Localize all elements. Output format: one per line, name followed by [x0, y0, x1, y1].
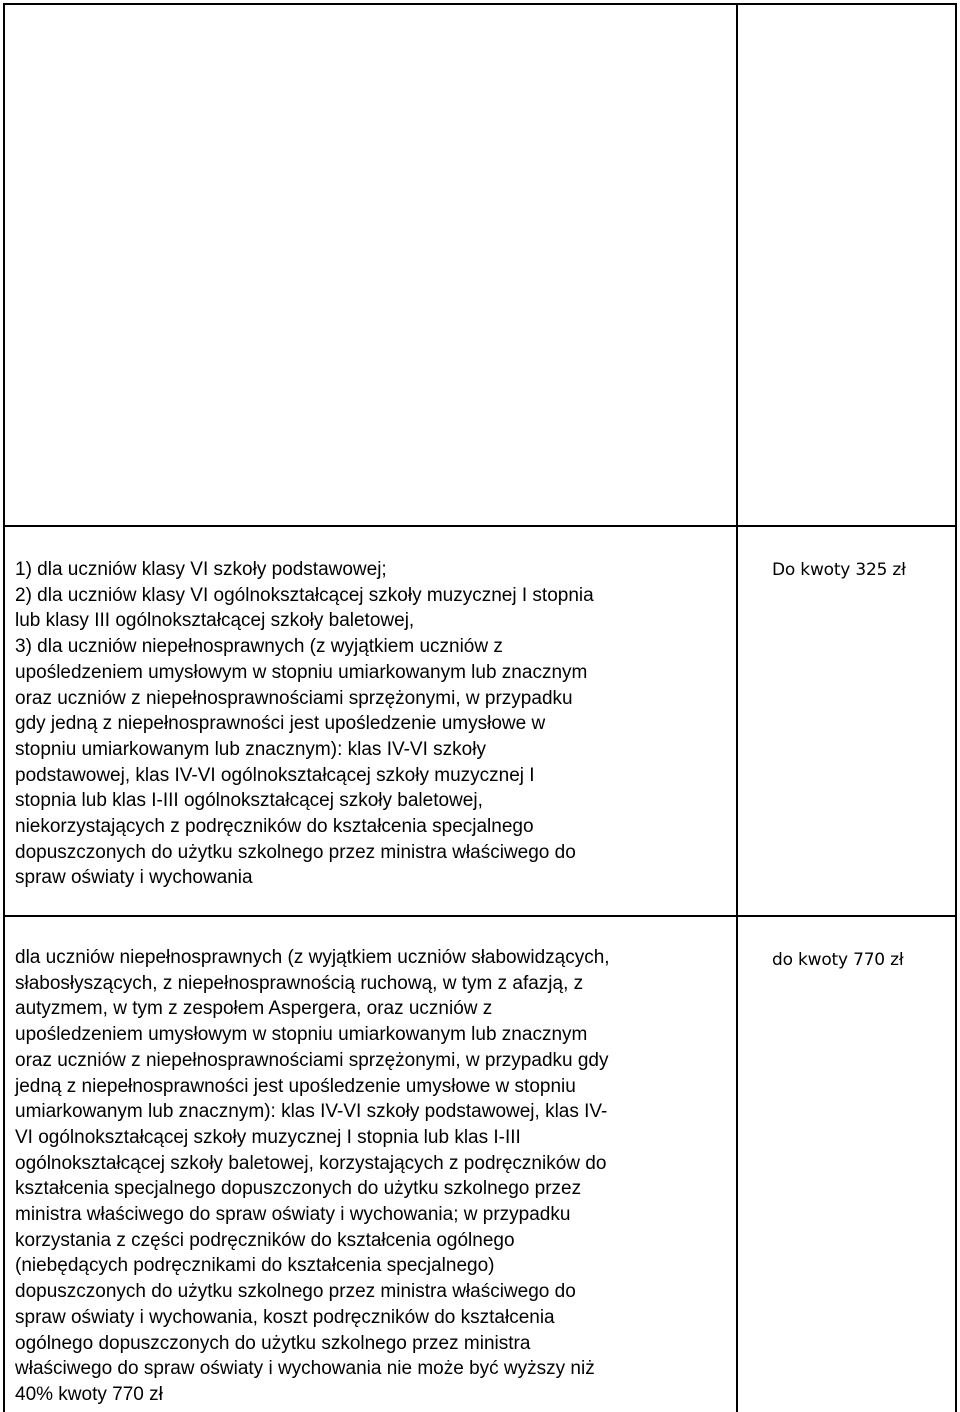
- description-cell: [5, 5, 738, 527]
- table-row: [3, 915, 957, 1412]
- description-text: 1) dla uczniów klasy VI szkoły podstawowej; 2) dla uczniów klasy VI ogólnokształcącej szkoły muzycznej I stopnia lub klasy III ogólnokształcącej szkoły baletowej, 3) dla uczniów niepełnosprawnych (z wyjątkiem uczniów z upośledzeniem umysłowym w stopniu umiarkowanym lub znacznym oraz uczniów z niepełnosprawnościami sprzężonymi, w przypadku gdy jedną z niepełnosprawności jest upośledzenie umysłowe w stopniu umiarkowanym lub znacznym): klas IV-VI szkoły podstawowej, klas IV-VI ogólnokształcącej szkoły muzycznej I stopnia lub klas I-III ogólnokształcącej szkoły baletowej, niekorzystających z podręczników do kształcenia specjalnego dopuszczonych do użytku szkolnego przez ministra właściwego do spraw oświaty i wychowania: [15, 559, 594, 889]
- amount-text: Do kwoty 325 zł: [772, 560, 906, 580]
- amount-cell: [738, 527, 955, 917]
- table-row: [3, 525, 957, 917]
- description-text: dla uczniów niepełnosprawnych (z wyjątkiem uczniów słabowidzących, słabosłyszących, z niepełnosprawnością ruchową, w tym z afazją, z autyzmem, w tym z zespołem Aspergera, oraz uczniów z upośledzeniem umysłowym w stopniu umiarkowanym lub znacznym oraz uczniów z niepełnosprawnościami sprzężonymi, w przypadku gdy jedną z niepełnosprawności jest upośledzenie umysłowe w stopniu umiarkowanym lub znacznym): klas IV-VI szkoły podstawowej, klas IV- VI ogólnokształcącej szkoły muzycznej I stopnia lub klas I-III ogólnokształcącej szkoły baletowej, korzystających z podręczników do kształcenia specjalnego dopuszczonych do użytku szkolnego przez ministra właściwego do spraw oświaty i wychowania; w przypadku korzystania z części podręczników do kształcenia ogólnego (niebędących podręcznikami do kształcenia specjalnego) dopuszczonych do użytku szkolnego przez ministra właściwego do spraw oświaty i wychowania, koszt podręczników do kształcenia ogólnego dopuszczonych do użytku szkolnego przez ministra właściwego do spraw oświaty i wychowania nie może być wyższy niż 40% kwoty 770 zł: [15, 947, 610, 1405]
- amount-cell: [738, 5, 955, 527]
- amount-cell: [738, 917, 955, 1412]
- description-cell: [5, 527, 738, 917]
- amount-text: do kwoty 770 zł: [772, 950, 904, 970]
- table-row-empty: [3, 3, 957, 527]
- description-cell: [5, 917, 738, 1412]
